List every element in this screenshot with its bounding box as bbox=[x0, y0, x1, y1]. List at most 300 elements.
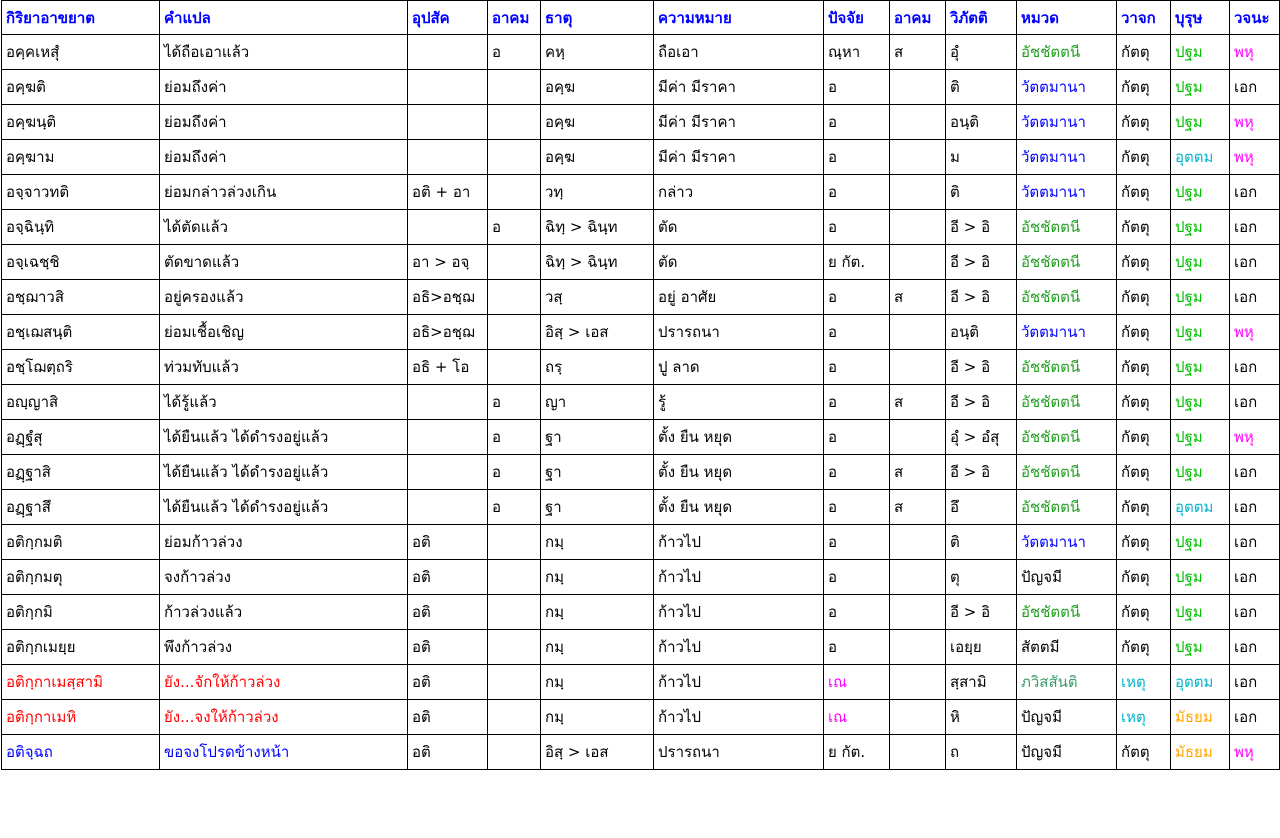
cell-augment: อ bbox=[488, 35, 541, 70]
cell-meaning: ถือเอา bbox=[654, 35, 824, 70]
cell-augment-2 bbox=[890, 140, 946, 175]
cell-suffix: อ bbox=[824, 595, 890, 630]
cell-verb: อชฺโฌตฺถริ bbox=[2, 350, 160, 385]
cell-translation: ยัง...จักให้ก้าวล่วง bbox=[160, 665, 408, 700]
cell-number: พหุ bbox=[1230, 35, 1280, 70]
cell-tense-group: อัชชัตตนี bbox=[1017, 490, 1117, 525]
cell-verb: อฏฺฐาสิ bbox=[2, 455, 160, 490]
cell-suffix: ย กัต. bbox=[824, 245, 890, 280]
cell-suffix: อ bbox=[824, 560, 890, 595]
cell-augment-2 bbox=[890, 105, 946, 140]
cell-voice: กัตตุ bbox=[1117, 525, 1171, 560]
cell-root: อคฺฆ bbox=[541, 105, 654, 140]
cell-ending: อุํ > อํสุ bbox=[946, 420, 1017, 455]
cell-translation: ได้ยืนแล้ว ได้ดำรงอยู่แล้ว bbox=[160, 420, 408, 455]
cell-augment bbox=[488, 105, 541, 140]
cell-number: เอก bbox=[1230, 385, 1280, 420]
table-row bbox=[2, 140, 1280, 175]
cell-augment bbox=[488, 630, 541, 665]
cell-prefix: อธิ>อชฺฌ bbox=[408, 315, 488, 350]
cell-translation: ตัดขาดแล้ว bbox=[160, 245, 408, 280]
cell-augment-2 bbox=[890, 665, 946, 700]
header-voice: วาจก bbox=[1117, 1, 1171, 35]
cell-augment: อ bbox=[488, 420, 541, 455]
cell-suffix: อ bbox=[824, 490, 890, 525]
cell-meaning: ก้าวไป bbox=[654, 665, 824, 700]
cell-prefix: อธิ>อชฺฌ bbox=[408, 280, 488, 315]
cell-number: เอก bbox=[1230, 630, 1280, 665]
cell-meaning: ตั้ง ยืน หยุด bbox=[654, 455, 824, 490]
cell-augment-2 bbox=[890, 525, 946, 560]
cell-verb: อจฺเฉชฺชิ bbox=[2, 245, 160, 280]
cell-number: เอก bbox=[1230, 455, 1280, 490]
header-ending: วิภัตติ bbox=[946, 1, 1017, 35]
cell-prefix bbox=[408, 420, 488, 455]
cell-verb: อคฺฆติ bbox=[2, 70, 160, 105]
cell-voice: กัตตุ bbox=[1117, 455, 1171, 490]
cell-augment-2: ส bbox=[890, 35, 946, 70]
cell-suffix: อ bbox=[824, 280, 890, 315]
cell-prefix: อติ bbox=[408, 560, 488, 595]
cell-person: อุตตม bbox=[1171, 490, 1230, 525]
cell-prefix: อติ bbox=[408, 595, 488, 630]
cell-number: เอก bbox=[1230, 210, 1280, 245]
cell-meaning: ปรารถนา bbox=[654, 735, 824, 770]
cell-root: คหฺ bbox=[541, 35, 654, 70]
cell-root: ฐา bbox=[541, 420, 654, 455]
table-row bbox=[2, 385, 1280, 420]
header-row bbox=[2, 1, 1280, 35]
cell-prefix bbox=[408, 385, 488, 420]
table-row bbox=[2, 420, 1280, 455]
cell-prefix: อติ bbox=[408, 630, 488, 665]
cell-root: อคฺฆ bbox=[541, 140, 654, 175]
cell-ending: อึ bbox=[946, 490, 1017, 525]
cell-person: ปฐม bbox=[1171, 455, 1230, 490]
cell-augment-2: ส bbox=[890, 455, 946, 490]
cell-ending: ติ bbox=[946, 175, 1017, 210]
cell-voice: กัตตุ bbox=[1117, 70, 1171, 105]
cell-person: ปฐม bbox=[1171, 630, 1230, 665]
cell-number: เอก bbox=[1230, 70, 1280, 105]
cell-meaning: มีค่า มีราคา bbox=[654, 70, 824, 105]
cell-number: เอก bbox=[1230, 175, 1280, 210]
cell-augment bbox=[488, 70, 541, 105]
cell-voice: กัตตุ bbox=[1117, 560, 1171, 595]
cell-suffix: อ bbox=[824, 350, 890, 385]
cell-person: ปฐม bbox=[1171, 560, 1230, 595]
cell-translation: ย่อมถึงค่า bbox=[160, 105, 408, 140]
cell-tense-group: วัตตมานา bbox=[1017, 175, 1117, 210]
cell-suffix: อ bbox=[824, 70, 890, 105]
cell-prefix: อธิ + โอ bbox=[408, 350, 488, 385]
cell-root: ฐา bbox=[541, 490, 654, 525]
cell-translation: ย่อมถึงค่า bbox=[160, 140, 408, 175]
cell-suffix: อ bbox=[824, 525, 890, 560]
cell-meaning: มีค่า มีราคา bbox=[654, 140, 824, 175]
cell-augment bbox=[488, 700, 541, 735]
cell-ending: อี > อิ bbox=[946, 595, 1017, 630]
cell-translation: ได้ยืนแล้ว ได้ดำรงอยู่แล้ว bbox=[160, 455, 408, 490]
cell-meaning: ก้าวไป bbox=[654, 595, 824, 630]
cell-ending: ตุ bbox=[946, 560, 1017, 595]
table-row bbox=[2, 490, 1280, 525]
cell-voice: กัตตุ bbox=[1117, 630, 1171, 665]
cell-prefix bbox=[408, 70, 488, 105]
cell-tense-group: วัตตมานา bbox=[1017, 525, 1117, 560]
cell-person: ปฐม bbox=[1171, 420, 1230, 455]
cell-number: เอก bbox=[1230, 350, 1280, 385]
header-person: บุรุษ bbox=[1171, 1, 1230, 35]
cell-voice: เหตุ bbox=[1117, 665, 1171, 700]
cell-person: ปฐม bbox=[1171, 595, 1230, 630]
cell-meaning: ปู ลาด bbox=[654, 350, 824, 385]
cell-augment bbox=[488, 350, 541, 385]
cell-suffix: อ bbox=[824, 105, 890, 140]
cell-prefix bbox=[408, 35, 488, 70]
cell-verb: อคฺคเหสุํ bbox=[2, 35, 160, 70]
cell-voice: กัตตุ bbox=[1117, 175, 1171, 210]
cell-augment-2 bbox=[890, 560, 946, 595]
table-row bbox=[2, 105, 1280, 140]
cell-ending: อี > อิ bbox=[946, 385, 1017, 420]
cell-number: พหุ bbox=[1230, 105, 1280, 140]
cell-root: กมฺ bbox=[541, 525, 654, 560]
cell-augment-2 bbox=[890, 700, 946, 735]
cell-translation: ก้าวล่วงแล้ว bbox=[160, 595, 408, 630]
cell-translation: ได้ถือเอาแล้ว bbox=[160, 35, 408, 70]
cell-augment bbox=[488, 735, 541, 770]
cell-root: กมฺ bbox=[541, 560, 654, 595]
cell-translation: ย่อมถึงค่า bbox=[160, 70, 408, 105]
cell-augment bbox=[488, 280, 541, 315]
cell-suffix: อ bbox=[824, 315, 890, 350]
cell-voice: กัตตุ bbox=[1117, 490, 1171, 525]
cell-voice: เหตุ bbox=[1117, 700, 1171, 735]
table-row bbox=[2, 350, 1280, 385]
cell-root: กมฺ bbox=[541, 595, 654, 630]
table-row bbox=[2, 35, 1280, 70]
cell-prefix: อติ bbox=[408, 700, 488, 735]
cell-tense-group: ปัญจมี bbox=[1017, 700, 1117, 735]
cell-prefix bbox=[408, 105, 488, 140]
header-augment: อาคม bbox=[488, 1, 541, 35]
cell-voice: กัตตุ bbox=[1117, 245, 1171, 280]
cell-augment-2: ส bbox=[890, 490, 946, 525]
cell-voice: กัตตุ bbox=[1117, 595, 1171, 630]
cell-prefix bbox=[408, 210, 488, 245]
cell-verb: อติจฺฉถ bbox=[2, 735, 160, 770]
cell-augment-2 bbox=[890, 175, 946, 210]
cell-number: เอก bbox=[1230, 560, 1280, 595]
cell-verb: อติกฺกเมยฺย bbox=[2, 630, 160, 665]
cell-augment-2 bbox=[890, 735, 946, 770]
cell-suffix: ณฺหา bbox=[824, 35, 890, 70]
cell-verb: อติกฺกมตุ bbox=[2, 560, 160, 595]
cell-prefix bbox=[408, 455, 488, 490]
cell-ending: อนฺติ bbox=[946, 105, 1017, 140]
cell-verb: อจฺจาวทติ bbox=[2, 175, 160, 210]
cell-suffix: อ bbox=[824, 455, 890, 490]
cell-prefix: อา > อจฺ bbox=[408, 245, 488, 280]
cell-verb: อชฺเฌสนฺติ bbox=[2, 315, 160, 350]
cell-suffix: อ bbox=[824, 175, 890, 210]
table-body bbox=[2, 35, 1280, 770]
cell-augment bbox=[488, 665, 541, 700]
cell-tense-group: อัชชัตตนี bbox=[1017, 280, 1117, 315]
cell-tense-group: ภวิสสันติ bbox=[1017, 665, 1117, 700]
cell-augment-2 bbox=[890, 350, 946, 385]
cell-suffix: อ bbox=[824, 420, 890, 455]
cell-meaning: ตัด bbox=[654, 210, 824, 245]
cell-suffix: อ bbox=[824, 140, 890, 175]
header-suffix: ปัจจัย bbox=[824, 1, 890, 35]
cell-person: ปฐม bbox=[1171, 385, 1230, 420]
cell-number: พหุ bbox=[1230, 315, 1280, 350]
cell-suffix: อ bbox=[824, 630, 890, 665]
cell-augment-2: ส bbox=[890, 385, 946, 420]
cell-translation: ย่อมกล่าวล่วงเกิน bbox=[160, 175, 408, 210]
table-row bbox=[2, 280, 1280, 315]
cell-verb: อคฺฆาม bbox=[2, 140, 160, 175]
cell-person: ปฐม bbox=[1171, 210, 1230, 245]
cell-ending: อี > อิ bbox=[946, 455, 1017, 490]
cell-translation: ท่วมทับแล้ว bbox=[160, 350, 408, 385]
cell-verb: อจฺฉินฺทิ bbox=[2, 210, 160, 245]
cell-tense-group: อัชชัตตนี bbox=[1017, 385, 1117, 420]
cell-tense-group: อัชชัตตนี bbox=[1017, 210, 1117, 245]
cell-voice: กัตตุ bbox=[1117, 385, 1171, 420]
cell-person: ปฐม bbox=[1171, 35, 1230, 70]
cell-root: ฐา bbox=[541, 455, 654, 490]
cell-person: ปฐม bbox=[1171, 175, 1230, 210]
cell-translation: ขอจงโปรดข้างหน้า bbox=[160, 735, 408, 770]
cell-number: เอก bbox=[1230, 700, 1280, 735]
table-row bbox=[2, 455, 1280, 490]
cell-augment: อ bbox=[488, 455, 541, 490]
cell-meaning: ตั้ง ยืน หยุด bbox=[654, 420, 824, 455]
cell-person: ปฐม bbox=[1171, 245, 1230, 280]
cell-translation: ยัง...จงให้ก้าวล่วง bbox=[160, 700, 408, 735]
table-row bbox=[2, 525, 1280, 560]
header-tense-group: หมวด bbox=[1017, 1, 1117, 35]
cell-prefix: อติ + อา bbox=[408, 175, 488, 210]
cell-augment-2 bbox=[890, 70, 946, 105]
cell-translation: ย่อมเชื้อเชิญ bbox=[160, 315, 408, 350]
table-row bbox=[2, 175, 1280, 210]
cell-number: เอก bbox=[1230, 525, 1280, 560]
cell-tense-group: อัชชัตตนี bbox=[1017, 595, 1117, 630]
cell-number: พหุ bbox=[1230, 735, 1280, 770]
cell-ending: อี > อิ bbox=[946, 210, 1017, 245]
cell-ending: หิ bbox=[946, 700, 1017, 735]
cell-tense-group: ปัญจมี bbox=[1017, 560, 1117, 595]
cell-tense-group: อัชชัตตนี bbox=[1017, 420, 1117, 455]
table-row bbox=[2, 315, 1280, 350]
header-verb: กิริยาอาขยาต bbox=[2, 1, 160, 35]
cell-augment bbox=[488, 315, 541, 350]
cell-ending: เอยฺย bbox=[946, 630, 1017, 665]
cell-suffix: เณ bbox=[824, 700, 890, 735]
cell-meaning: ก้าวไป bbox=[654, 630, 824, 665]
header-number: วจนะ bbox=[1230, 1, 1280, 35]
cell-number: เอก bbox=[1230, 665, 1280, 700]
cell-translation: ได้ตัดแล้ว bbox=[160, 210, 408, 245]
cell-augment bbox=[488, 560, 541, 595]
cell-number: เอก bbox=[1230, 595, 1280, 630]
cell-augment bbox=[488, 525, 541, 560]
cell-person: ปฐม bbox=[1171, 70, 1230, 105]
cell-suffix: เณ bbox=[824, 665, 890, 700]
cell-verb: อฏฺฐาสึ bbox=[2, 490, 160, 525]
cell-augment bbox=[488, 595, 541, 630]
cell-augment-2 bbox=[890, 420, 946, 455]
cell-tense-group: สัตตมี bbox=[1017, 630, 1117, 665]
cell-root: ญา bbox=[541, 385, 654, 420]
cell-root: วสฺ bbox=[541, 280, 654, 315]
cell-meaning: อยู่ อาศัย bbox=[654, 280, 824, 315]
cell-number: พหุ bbox=[1230, 420, 1280, 455]
cell-tense-group: วัตตมานา bbox=[1017, 70, 1117, 105]
cell-tense-group: อัชชัตตนี bbox=[1017, 455, 1117, 490]
cell-root: ฉิทฺ > ฉินฺท bbox=[541, 210, 654, 245]
cell-verb: อติกฺกาเมสฺสามิ bbox=[2, 665, 160, 700]
cell-voice: กัตตุ bbox=[1117, 280, 1171, 315]
cell-tense-group: วัตตมานา bbox=[1017, 315, 1117, 350]
table-row bbox=[2, 735, 1280, 770]
cell-meaning: มีค่า มีราคา bbox=[654, 105, 824, 140]
cell-ending: อี > อิ bbox=[946, 350, 1017, 385]
cell-person: อุตตม bbox=[1171, 140, 1230, 175]
cell-prefix: อติ bbox=[408, 665, 488, 700]
cell-ending: ติ bbox=[946, 70, 1017, 105]
cell-root: วทฺ bbox=[541, 175, 654, 210]
cell-ending: อนฺติ bbox=[946, 315, 1017, 350]
table-row bbox=[2, 595, 1280, 630]
header-prefix: อุปสัค bbox=[408, 1, 488, 35]
cell-augment: อ bbox=[488, 385, 541, 420]
table-row bbox=[2, 700, 1280, 735]
cell-translation: จงก้าวล่วง bbox=[160, 560, 408, 595]
cell-augment bbox=[488, 175, 541, 210]
cell-number: พหุ bbox=[1230, 140, 1280, 175]
cell-voice: กัตตุ bbox=[1117, 210, 1171, 245]
table-row bbox=[2, 245, 1280, 280]
cell-ending: ถ bbox=[946, 735, 1017, 770]
cell-suffix: ย กัต. bbox=[824, 735, 890, 770]
cell-meaning: ก้าวไป bbox=[654, 700, 824, 735]
cell-voice: กัตตุ bbox=[1117, 420, 1171, 455]
cell-augment-2 bbox=[890, 245, 946, 280]
cell-translation: ได้ยืนแล้ว ได้ดำรงอยู่แล้ว bbox=[160, 490, 408, 525]
verb-conjugation-table bbox=[1, 0, 1280, 770]
cell-ending: อุํ bbox=[946, 35, 1017, 70]
cell-meaning: ก้าวไป bbox=[654, 560, 824, 595]
header-augment-2: อาคม bbox=[890, 1, 946, 35]
table-row bbox=[2, 560, 1280, 595]
cell-verb: อชฺฌาวสิ bbox=[2, 280, 160, 315]
cell-root: กมฺ bbox=[541, 630, 654, 665]
cell-verb: อญฺญาสิ bbox=[2, 385, 160, 420]
cell-person: ปฐม bbox=[1171, 315, 1230, 350]
cell-tense-group: วัตตมานา bbox=[1017, 140, 1117, 175]
cell-translation: ย่อมก้าวล่วง bbox=[160, 525, 408, 560]
cell-verb: อติกฺกมิ bbox=[2, 595, 160, 630]
cell-prefix: อติ bbox=[408, 735, 488, 770]
cell-suffix: อ bbox=[824, 385, 890, 420]
cell-tense-group: วัตตมานา bbox=[1017, 105, 1117, 140]
cell-meaning: ตัด bbox=[654, 245, 824, 280]
cell-person: มัธยม bbox=[1171, 700, 1230, 735]
cell-augment-2: ส bbox=[890, 280, 946, 315]
cell-number: เอก bbox=[1230, 280, 1280, 315]
cell-ending: อี > อิ bbox=[946, 245, 1017, 280]
cell-augment-2 bbox=[890, 315, 946, 350]
cell-verb: อคฺฆนฺติ bbox=[2, 105, 160, 140]
cell-tense-group: อัชชัตตนี bbox=[1017, 245, 1117, 280]
cell-person: ปฐม bbox=[1171, 350, 1230, 385]
cell-ending: ติ bbox=[946, 525, 1017, 560]
cell-root: อิสฺ > เอส bbox=[541, 315, 654, 350]
cell-augment-2 bbox=[890, 595, 946, 630]
header-meaning: ความหมาย bbox=[654, 1, 824, 35]
table-row bbox=[2, 665, 1280, 700]
cell-verb: อฏฺฐํสุ bbox=[2, 420, 160, 455]
cell-verb: อติกฺกมติ bbox=[2, 525, 160, 560]
cell-tense-group: ปัญจมี bbox=[1017, 735, 1117, 770]
cell-augment: อ bbox=[488, 210, 541, 245]
cell-voice: กัตตุ bbox=[1117, 35, 1171, 70]
cell-root: กมฺ bbox=[541, 665, 654, 700]
cell-meaning: ปรารถนา bbox=[654, 315, 824, 350]
cell-meaning: ก้าวไป bbox=[654, 525, 824, 560]
cell-meaning: กล่าว bbox=[654, 175, 824, 210]
cell-meaning: รู้ bbox=[654, 385, 824, 420]
table-row bbox=[2, 70, 1280, 105]
cell-tense-group: อัชชัตตนี bbox=[1017, 350, 1117, 385]
cell-meaning: ตั้ง ยืน หยุด bbox=[654, 490, 824, 525]
cell-number: เอก bbox=[1230, 245, 1280, 280]
cell-ending: อี > อิ bbox=[946, 280, 1017, 315]
cell-root: ฉิทฺ > ฉินฺท bbox=[541, 245, 654, 280]
cell-root: กมฺ bbox=[541, 700, 654, 735]
cell-translation: อยู่ครองแล้ว bbox=[160, 280, 408, 315]
cell-number: เอก bbox=[1230, 490, 1280, 525]
cell-voice: กัตตุ bbox=[1117, 315, 1171, 350]
cell-person: ปฐม bbox=[1171, 105, 1230, 140]
cell-augment bbox=[488, 245, 541, 280]
cell-prefix bbox=[408, 490, 488, 525]
cell-root: ถรฺ bbox=[541, 350, 654, 385]
cell-person: อุตตม bbox=[1171, 665, 1230, 700]
cell-suffix: อ bbox=[824, 210, 890, 245]
cell-augment-2 bbox=[890, 210, 946, 245]
cell-root: อคฺฆ bbox=[541, 70, 654, 105]
cell-augment: อ bbox=[488, 490, 541, 525]
header-root: ธาตุ bbox=[541, 1, 654, 35]
cell-person: มัธยม bbox=[1171, 735, 1230, 770]
cell-translation: ได้รู้แล้ว bbox=[160, 385, 408, 420]
cell-voice: กัตตุ bbox=[1117, 140, 1171, 175]
cell-prefix: อติ bbox=[408, 525, 488, 560]
cell-ending: สฺสามิ bbox=[946, 665, 1017, 700]
cell-prefix bbox=[408, 140, 488, 175]
cell-translation: พึงก้าวล่วง bbox=[160, 630, 408, 665]
table-row bbox=[2, 630, 1280, 665]
header-translation: คำแปล bbox=[160, 1, 408, 35]
cell-ending: ม bbox=[946, 140, 1017, 175]
cell-root: อิสฺ > เอส bbox=[541, 735, 654, 770]
